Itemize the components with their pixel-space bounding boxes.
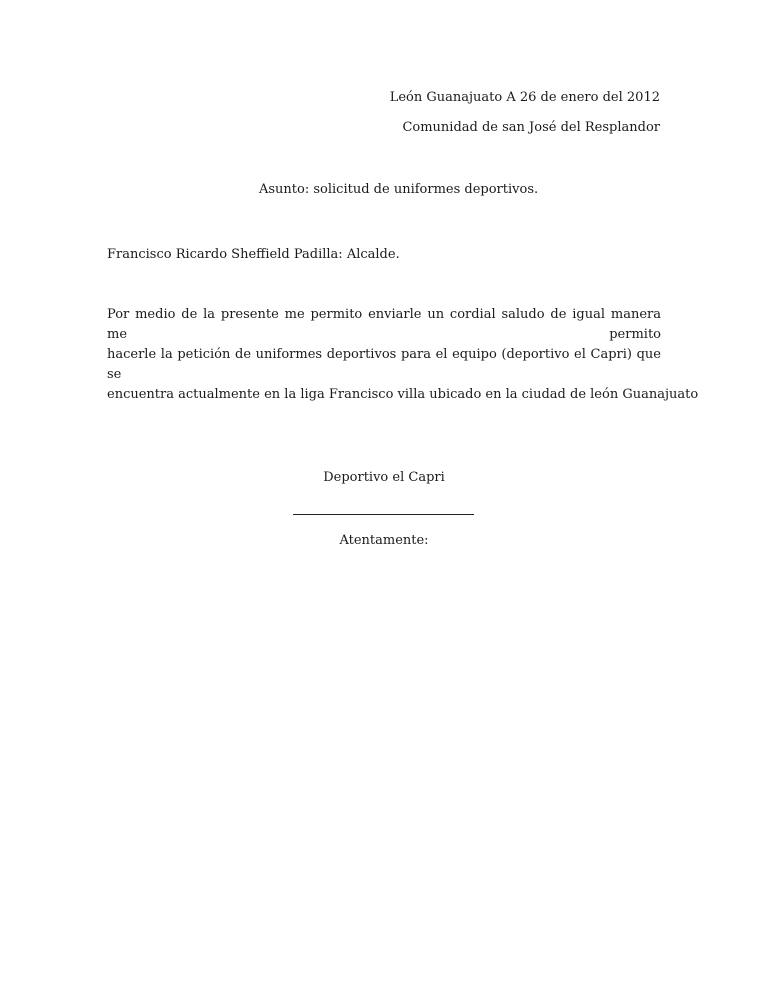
signature-line xyxy=(293,514,474,515)
body-line: encuentra actualmente en la liga Francisco villa ubicado en la ciudad de león Guanajuato xyxy=(107,387,699,402)
recipient-line: Francisco Ricardo Sheffield Padilla: Alcalde. xyxy=(107,247,400,262)
subject-line: Asunto: solicitud de uniformes deportivos. xyxy=(259,182,539,197)
body-line: Por medio de la presente me permito enviarle un cordial saludo de igual manera me permito xyxy=(107,307,661,342)
community-line: Comunidad de san José del Resplandor xyxy=(402,120,660,135)
closing-line: Atentamente: xyxy=(339,533,429,548)
place-date: León Guanajuato A 26 de enero del 2012 xyxy=(389,90,660,105)
body-line: hacerle la petición de uniformes deportivos para el equipo (deportivo el Capri) que se xyxy=(107,347,661,382)
signatory-name: Deportivo el Capri xyxy=(323,470,445,485)
letter-body xyxy=(107,305,699,405)
